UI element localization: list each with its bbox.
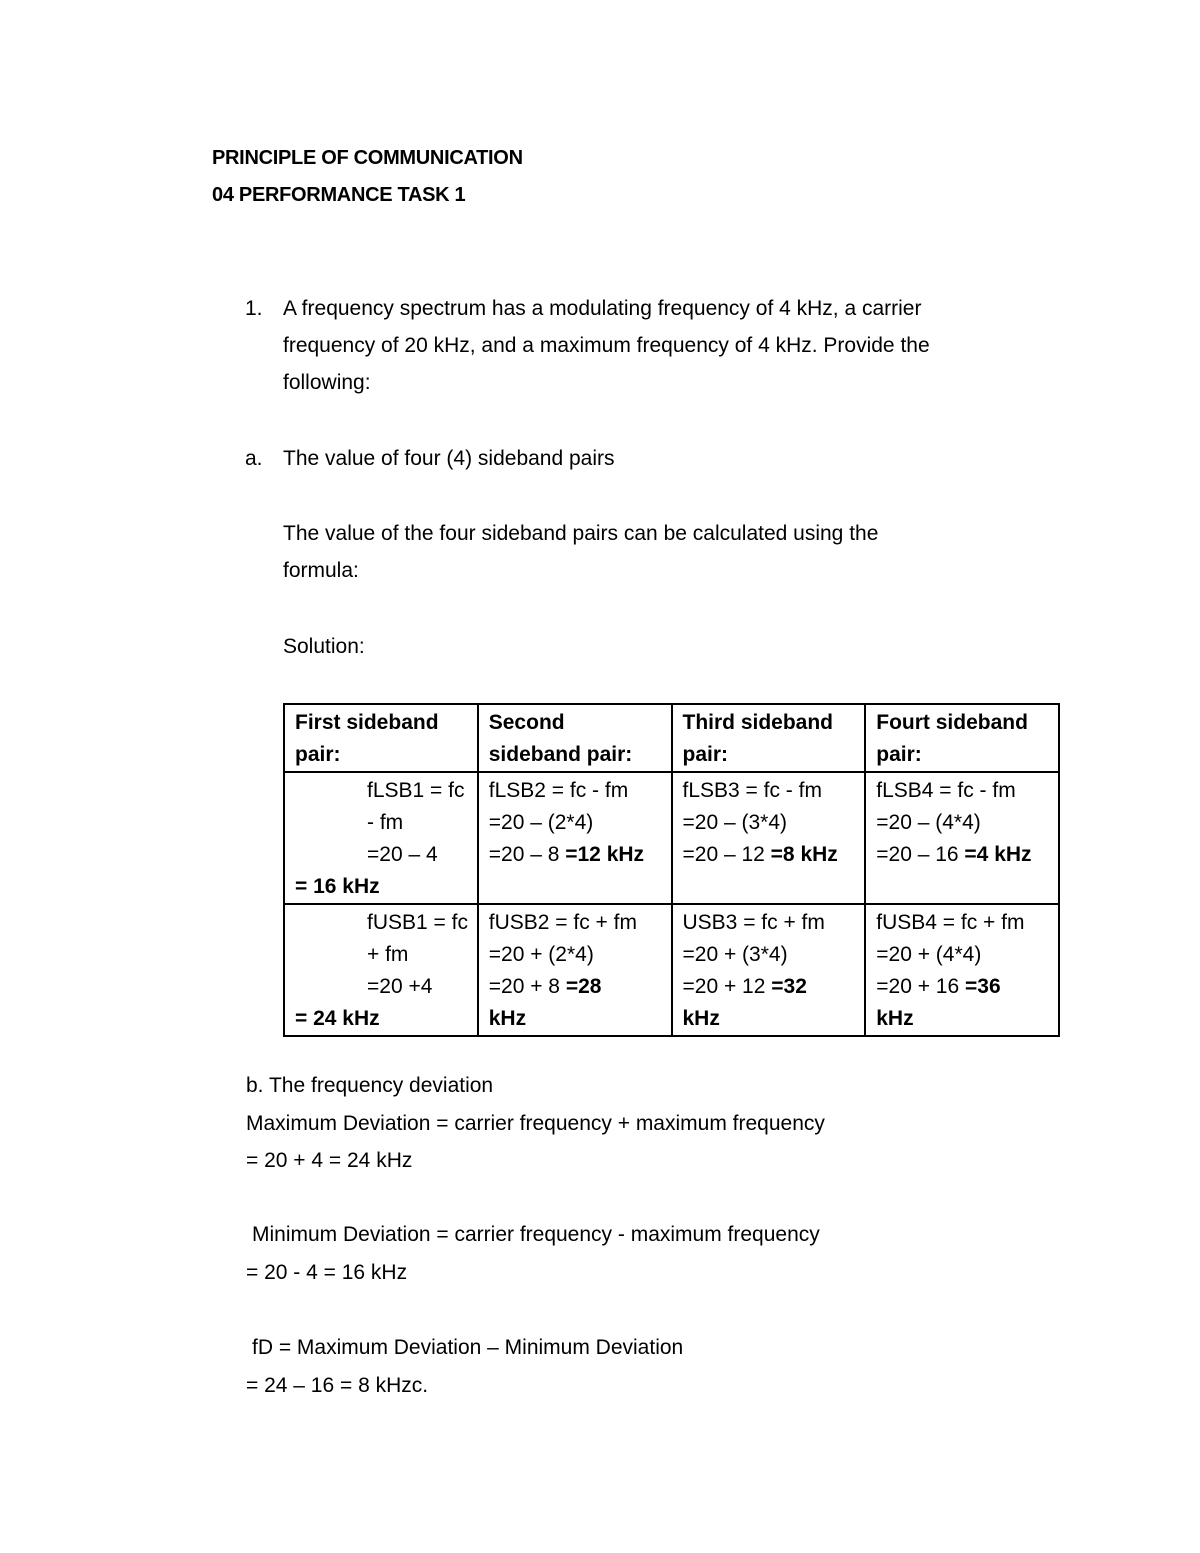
- cell-line: =20 +4: [367, 975, 433, 998]
- header-line: pair:: [295, 743, 341, 766]
- task-title: 04 PERFORMANCE TASK 1: [212, 184, 466, 206]
- cell-line: =20 – (2*4): [488, 811, 594, 834]
- cell-line: + fm: [367, 943, 409, 966]
- cell-line: =20 + (4*4): [876, 943, 982, 966]
- cell-line: USB3 = fc + fm: [682, 911, 825, 934]
- lsb3-cell: [672, 772, 866, 904]
- question-line: following:: [283, 371, 371, 394]
- question-line: frequency of 20 kHz, and a maximum frequency of 4 kHz. Provide the: [283, 334, 930, 357]
- cell-line: =20 + 12: [682, 975, 772, 998]
- cell-result: =28: [565, 975, 602, 998]
- lsb-row: [284, 772, 1059, 904]
- course-title: PRINCIPLE OF COMMUNICATION: [212, 147, 523, 169]
- cell-result: =8 kHz: [770, 843, 838, 866]
- usb-row: [284, 904, 1059, 1036]
- header-fourth-sideband: [865, 704, 1059, 772]
- header-line: pair:: [682, 743, 729, 766]
- cell-line: =20 – 16: [876, 843, 965, 866]
- header-line: Second: [488, 711, 565, 734]
- lsb4-cell: [865, 772, 1059, 904]
- question-text: [283, 290, 930, 401]
- max-deviation-formula: Maximum Deviation = carrier frequency + maximum frequency: [246, 1112, 825, 1135]
- header-line: First sideband: [295, 711, 439, 734]
- cell-line: fLSB2 = fc - fm: [488, 779, 629, 802]
- explanation-line: formula:: [283, 559, 359, 582]
- header-first-sideband: [284, 704, 478, 772]
- cell-line: fLSB4 = fc - fm: [876, 779, 1016, 802]
- cell-line: =20 + (3*4): [682, 943, 788, 966]
- cell-result: =4 kHz: [964, 843, 1032, 866]
- min-deviation-calc: = 20 - 4 = 16 kHz: [246, 1261, 408, 1284]
- cell-line: fLSB3 = fc - fm: [682, 779, 822, 802]
- max-deviation-calc: = 20 + 4 = 24 kHz: [246, 1149, 413, 1172]
- cell-line: fUSB1 = fc: [367, 911, 468, 934]
- cell-result: =12 kHz: [565, 843, 645, 866]
- explanation-line: The value of the four sideband pairs can be calculated using the: [283, 522, 879, 545]
- min-deviation-formula: Minimum Deviation = carrier frequency - maximum frequency: [252, 1223, 820, 1246]
- question-line: A frequency spectrum has a modulating frequency of 4 kHz, a carrier: [283, 297, 922, 320]
- cell-line: fLSB1 = fc: [367, 779, 465, 802]
- cell-line: =20 + 16: [876, 975, 965, 998]
- header-line: Third sideband: [682, 711, 834, 734]
- cell-line: - fm: [367, 811, 404, 834]
- cell-line: =20 + 8: [488, 975, 566, 998]
- cell-line: =20 – (3*4): [682, 811, 787, 834]
- cell-result: = 16 kHz: [295, 875, 380, 898]
- solution-label: Solution:: [283, 635, 365, 658]
- cell-result-unit: kHz: [682, 1007, 720, 1030]
- usb3-cell: [672, 904, 866, 1036]
- cell-line: =20 – (4*4): [876, 811, 981, 834]
- cell-result-unit: kHz: [488, 1007, 527, 1030]
- table-header-row: [284, 704, 1059, 772]
- header-line: sideband pair:: [488, 743, 633, 766]
- question-number: 1.: [245, 297, 263, 320]
- part-a-explanation: [283, 515, 878, 589]
- cell-result: = 24 kHz: [295, 1007, 380, 1030]
- usb2-cell: [478, 904, 672, 1036]
- cell-line: =20 – 12: [682, 843, 771, 866]
- cell-line: =20 + (2*4): [488, 943, 594, 966]
- usb1-cell: [284, 904, 478, 1036]
- cell-line: fUSB4 = fc + fm: [876, 911, 1025, 934]
- header-line: pair:: [876, 743, 922, 766]
- header-third-sideband: [672, 704, 866, 772]
- cell-result: =36: [965, 975, 1001, 998]
- header-second-sideband: [478, 704, 672, 772]
- cell-line: fUSB2 = fc + fm: [488, 911, 637, 934]
- sideband-table: [283, 703, 1060, 1037]
- part-a-label: a.: [245, 447, 263, 470]
- cell-result: =32: [771, 975, 807, 998]
- part-a-title: The value of four (4) sideband pairs: [283, 447, 615, 470]
- cell-result-unit: kHz: [876, 1007, 914, 1030]
- header-line: Fourt sideband: [876, 711, 1028, 734]
- lsb1-cell: [284, 772, 478, 904]
- part-b-title: b. The frequency deviation: [246, 1074, 494, 1097]
- lsb2-cell: [478, 772, 672, 904]
- fd-formula: fD = Maximum Deviation – Minimum Deviation: [252, 1336, 684, 1359]
- cell-line: =20 – 8: [488, 843, 566, 866]
- cell-line: =20 – 4: [367, 843, 438, 866]
- usb4-cell: [865, 904, 1059, 1036]
- fd-calc: = 24 – 16 = 8 kHzc.: [246, 1374, 429, 1397]
